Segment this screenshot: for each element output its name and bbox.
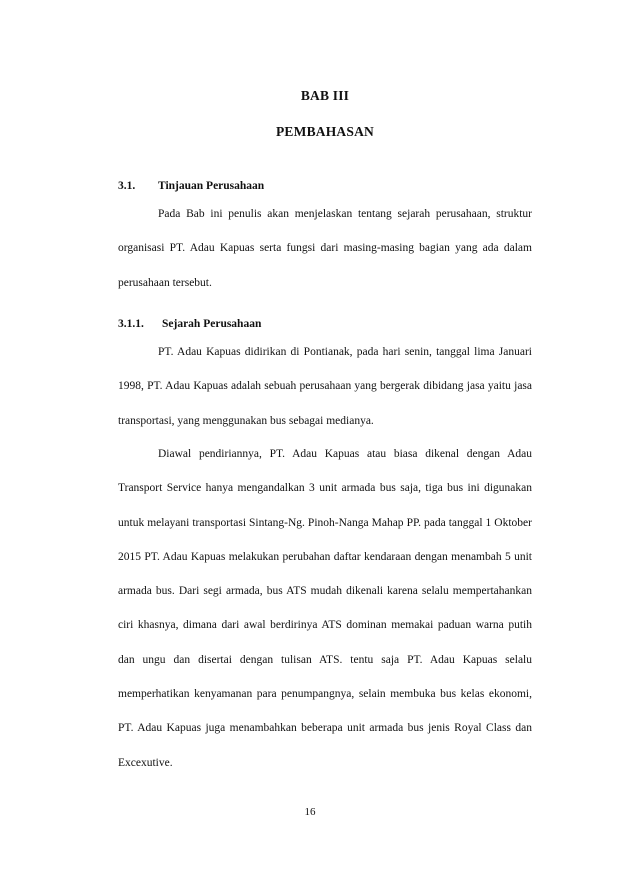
chapter-title: PEMBAHASAN [275,124,374,139]
paragraph-history-fleet: Diawal pendiriannya, PT. Adau Kapuas atau biasa dikenal dengan Adau Transport Service hanya mengandalkan 3 unit armada bus saja, tiga bus ini digunakan untuk melayani transportasi Sintang-Ng. Pinoh-Nanga Mahap PP. pada tanggal 1 Oktober 2015 PT. Adau Kapuas melakukan perubahan daftar kendaraan dengan menambah 5 unit armada bus. Dari segi armada, bus ATS mudah dikenali karena selalu mempertahankan ciri khasnya, dimana dari awal berdirinya ATS dominan memakai paduan warna putih dan ungu dan disertai dengan tulisan ATS. tentu saja PT. Adau Kapuas selalu memperhatikan kenyamanan para penumpangnya, selain membuka bus kelas ekonomi, PT. Adau Kapuas juga menambahkan beberapa unit armada bus jenis Royal Class dan Excexutive. [118,448,532,769]
section-heading-3-1-1 [118,318,261,330]
chapter-label: BAB III [300,88,350,103]
section-heading-3-1 [118,180,264,192]
paragraph-intro: Pada Bab ini penulis akan menjelaskan tentang sejarah perusahaan, struktur organisasi PT. Adau Kapuas serta fungsi dari masing-masing bagian yang ada dalam perusahaan tersebut. [118,208,532,289]
section-title: Tinjauan Perusahaan [158,180,265,192]
section-title: Sejarah Perusahaan [162,318,262,330]
section-number: 3.1. [118,180,136,192]
section-number: 3.1.1. [118,318,144,330]
page-number: 16 [304,806,316,818]
paragraph-history-founding: PT. Adau Kapuas didirikan di Pontianak, pada hari senin, tanggal lima Januari 1998, PT. Adau Kapuas adalah sebuah perusahaan yang bergerak dibidang jasa yaitu jasa transportasi, yang menggunakan bus sebagai medianya. [118,346,532,427]
